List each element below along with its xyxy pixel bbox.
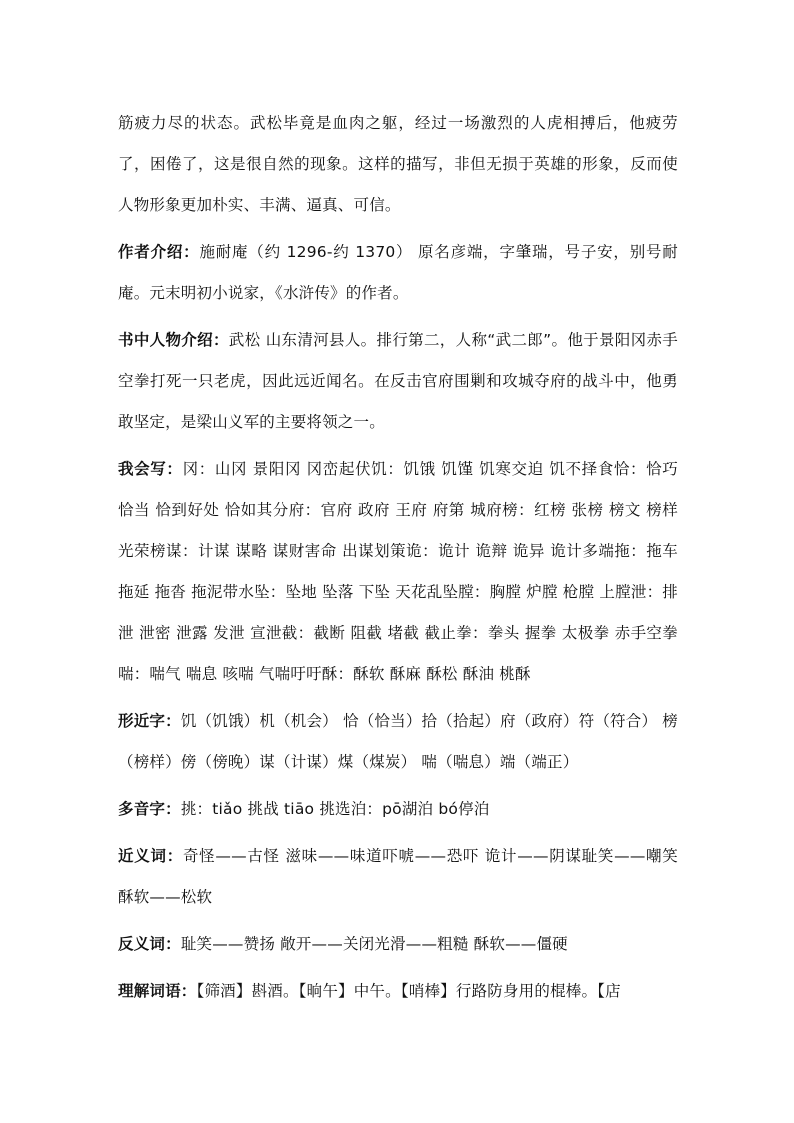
paragraph-text: 奇怪——古怪 滋味——味道吓唬——恐吓 诡计——阴谋耻笑——嘲笑 酥软——松软 bbox=[118, 847, 678, 906]
paragraph-character-intro bbox=[118, 320, 678, 443]
document-content bbox=[118, 103, 678, 1018]
paragraph-text: 武松 山东清河县人。排行第二，人称“武二郎”。他于景阳冈赤手空拳打死一只老虎，因此远近闻名。在反击官府围剿和攻城夺府的战斗中，他勇敢坚定，是梁山义军的主要将领之一。 bbox=[118, 331, 678, 431]
paragraph-vocabulary bbox=[118, 971, 678, 1012]
paragraph-text: 挑：tiǎo 挑战 tiāo 挑选泊：pō湖泊 bó停泊 bbox=[180, 800, 490, 818]
paragraph-summary bbox=[118, 103, 678, 226]
paragraph-text: 耻笑——赞扬 敞开——关闭光滑——粗糙 酥软——僵硬 bbox=[180, 935, 568, 953]
paragraph-label: 作者介绍： bbox=[118, 243, 200, 261]
paragraph-label: 理解词语： bbox=[118, 982, 197, 1000]
paragraph-label: 形近字： bbox=[118, 712, 181, 730]
paragraph-antonyms bbox=[118, 924, 678, 965]
paragraph-author-intro bbox=[118, 232, 678, 314]
paragraph-text: 冈：山冈 景阳冈 冈峦起伏饥：饥饿 饥馑 饥寒交迫 饥不择食恰：恰巧 恰当 恰到好处 恰如其分府：官府 政府 王府 府第 城府榜：红榜 张榜 榜文 榜样 光荣榜谋：计谋 谋略 谋财害命 出谋划策诡：诡计 诡辩 诡异 诡计多端拖：拖车 拖延 拖沓 拖泥带水坠：坠地 坠落 下坠 天花乱坠膛：胸膛 炉膛 枪膛 上膛泄：排泄 泄密 泄露 发泄 宣泄截：截断 阻截 堵截 截止拳：拳头 握拳 太极拳 赤手空拳喘：喘气 喘息 咳喘 气喘吁吁酥：酥软 酥麻 酥松 酥油 桃酥 bbox=[118, 460, 678, 683]
paragraph-label: 近义词： bbox=[118, 847, 183, 865]
paragraph-similar-characters bbox=[118, 701, 678, 783]
paragraph-label: 我会写： bbox=[118, 460, 183, 478]
paragraph-text: 施耐庵（约 1296-约 1370） 原名彦端，字肇瑞，号子安，别号耐庵。元末明初小说家，《水浒传》的作者。 bbox=[118, 243, 678, 302]
paragraph-text: 【筛酒】斟酒。【晌午】中午。【哨棒】行路防身用的棍棒。【店 bbox=[196, 982, 621, 1000]
paragraph-label: 多音字： bbox=[118, 800, 181, 818]
paragraph-label: 反义词： bbox=[118, 935, 181, 953]
paragraph-text: 筋疲力尽的状态。武松毕竟是血肉之躯，经过一场激烈的人虎相搏后，他疲劳了，困倦了，这是很自然的现象。这样的描写，非但无损于英雄的形象，反而使人物形象更加朴实、丰满、逼真、可信。 bbox=[118, 114, 678, 214]
paragraph-text: 饥（饥饿）机（机会） 恰（恰当）拾（拾起）府（政府）符（符合） 榜（榜样）傍（傍晚）谋（计谋）煤（煤炭） 喘（喘息）端（端正） bbox=[118, 712, 678, 771]
paragraph-synonyms bbox=[118, 836, 678, 918]
paragraph-label: 书中人物介绍： bbox=[118, 331, 229, 349]
paragraph-writing-practice bbox=[118, 449, 678, 695]
paragraph-polyphones bbox=[118, 789, 678, 830]
